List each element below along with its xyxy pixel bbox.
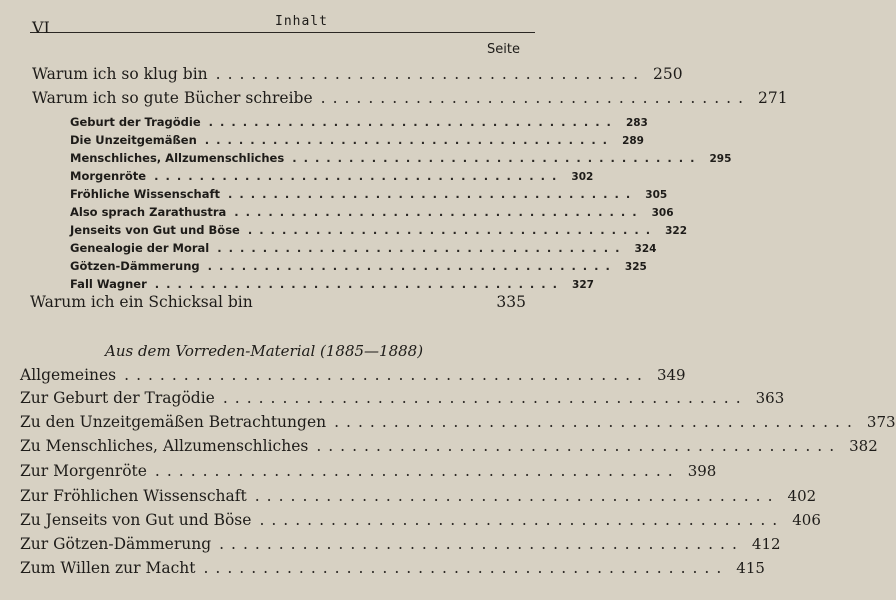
toc-entry [32, 65, 683, 83]
entry-page: 398 [687, 462, 717, 480]
entry-title: Jenseits von Gut und Böse [70, 223, 240, 237]
toc-entry [20, 535, 781, 553]
entry-page: 271 [758, 89, 788, 107]
entry-title: Warum ich so klug bin [32, 65, 208, 83]
toc-entry [20, 462, 717, 480]
toc-entry [20, 487, 817, 505]
entry-title: Morgenröte [70, 169, 147, 183]
entry-page: 306 [651, 207, 674, 219]
toc-subentry [70, 241, 657, 255]
entry-title: Warum ich so gute Bücher schreibe [32, 89, 313, 107]
dot-leader: ............................................ [254, 487, 780, 505]
entry-page: 406 [792, 511, 821, 529]
entry-title: Zur Götzen-Dämmerung [20, 535, 212, 553]
entry-title: Zur Fröhlichen Wissenschaft [20, 487, 247, 505]
entry-title: Warum ich ein Schicksal bin [30, 293, 253, 311]
entry-title: Die Unzeitgemäßen [70, 133, 197, 147]
entry-title: Menschliches, Allzumenschliches [70, 151, 285, 165]
toc-subentry [70, 277, 594, 291]
dot-leader: ............................................ [222, 389, 748, 407]
entry-title: Zur Morgenröte [20, 462, 147, 480]
entry-title: Geburt der Tragödie [70, 115, 201, 129]
dot-leader: ............................................ [259, 511, 785, 529]
entry-page: 250 [653, 65, 683, 83]
entry-page: 373 [866, 413, 896, 431]
dot-leader: .................................... [208, 115, 618, 129]
dot-leader: .................................... [154, 277, 565, 291]
entry-page: 327 [572, 279, 594, 291]
entry-title: Genealogie der Moral [70, 241, 210, 255]
section-heading: Aus dem Vorreden-Material (1885—1888) [105, 342, 424, 360]
header-title: Inhalt [275, 14, 328, 29]
running-header [30, 8, 535, 37]
entry-page: 363 [755, 389, 785, 407]
toc-subentry [70, 169, 594, 183]
entry-page: 335 [496, 293, 526, 311]
entry-page: 415 [736, 559, 765, 577]
entry-title: Also sprach Zarathustra [70, 205, 227, 219]
toc-subentry [70, 259, 647, 273]
entry-title: Zu Menschliches, Allzumenschliches [20, 437, 309, 455]
dot-leader: .................................... [320, 89, 751, 107]
dot-leader: ............................................ [334, 413, 859, 431]
entry-page: 289 [622, 135, 644, 147]
dot-leader: .................................... [215, 65, 646, 83]
entry-title: Fall Wagner [70, 277, 147, 291]
dot-leader: .................................... [247, 223, 658, 237]
dot-leader: ............................................ [154, 462, 680, 480]
toc-entry [32, 89, 788, 107]
dot-leader: .................................... [234, 205, 644, 219]
entry-page: 295 [709, 153, 732, 165]
toc-entry [20, 559, 765, 577]
toc-entry [30, 293, 526, 311]
toc-subentry [70, 133, 644, 147]
entry-page: 382 [849, 437, 878, 455]
entry-title: Zu den Unzeitgemäßen Betrachtungen [20, 413, 327, 431]
entry-page: 349 [656, 366, 686, 384]
entry-title: Götzen-Dämmerung [70, 259, 200, 273]
dot-leader: ............................................ [203, 559, 729, 577]
dot-leader: .................................... [154, 169, 564, 183]
entry-page: 322 [665, 225, 688, 237]
toc-subentry [70, 223, 688, 237]
entry-page: 325 [624, 261, 647, 273]
toc-entry [20, 389, 785, 407]
toc-entry [20, 413, 896, 431]
entry-title: Zur Geburt der Tragödie [20, 389, 215, 407]
toc-subentry [70, 205, 674, 219]
dot-leader: .................................... [292, 151, 702, 165]
dot-leader: .................................... [207, 259, 617, 273]
dot-leader: ............................................ [316, 437, 842, 455]
seite-column-label: Seite [487, 42, 520, 57]
dot-leader: .................................... [217, 241, 627, 255]
entry-title: Fröhliche Wissenschaft [70, 187, 220, 201]
page-number: VI [32, 18, 50, 37]
entry-page: 305 [645, 189, 668, 201]
toc-entry [20, 437, 878, 455]
entry-title: Zum Willen zur Macht [20, 559, 196, 577]
dot-leader: .................................... [204, 133, 615, 147]
entry-page: 283 [625, 117, 648, 129]
toc-entry [20, 511, 821, 529]
toc-subentry [70, 187, 668, 201]
entry-title: Allgemeines [20, 366, 117, 384]
dot-leader: .................................... [227, 187, 638, 201]
entry-page: 412 [751, 535, 781, 553]
toc-subentry [70, 151, 732, 165]
entry-page: 302 [571, 171, 594, 183]
dot-leader: ............................................ [124, 366, 649, 384]
entry-title: Zu Jenseits von Gut und Böse [20, 511, 252, 529]
dot-leader: ............................................ [219, 535, 744, 553]
toc-subentry [70, 115, 648, 129]
entry-page: 324 [634, 243, 657, 255]
toc-entry [20, 366, 686, 384]
entry-page: 402 [787, 487, 817, 505]
